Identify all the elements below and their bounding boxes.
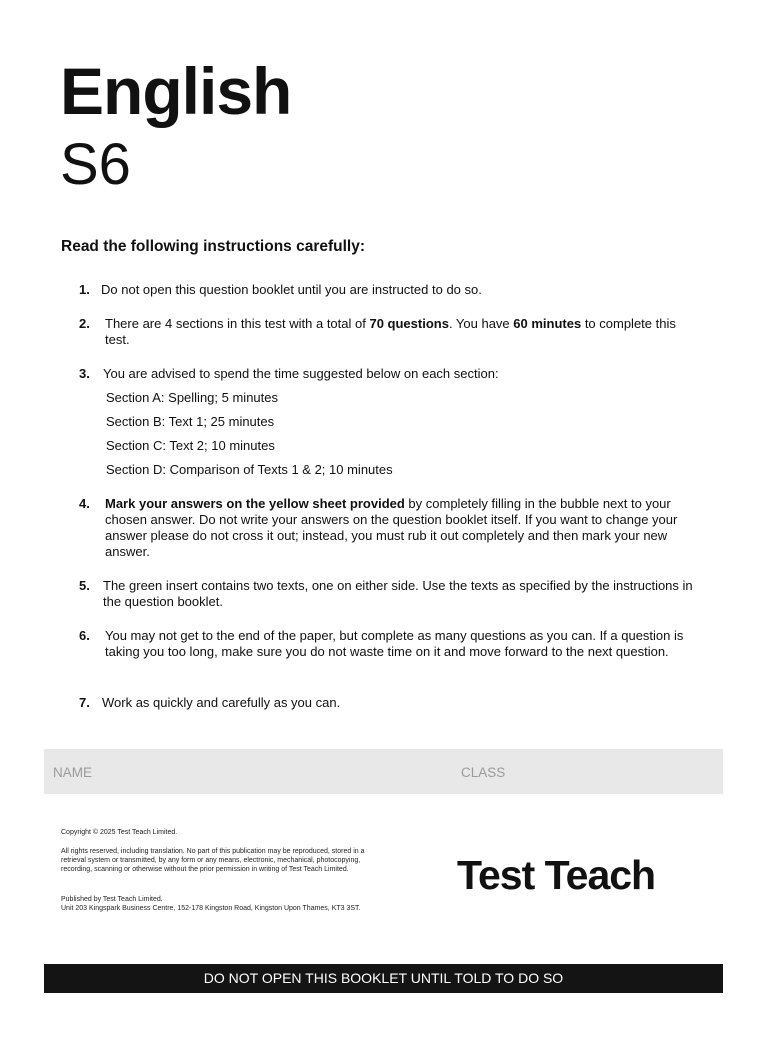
instruction-number: 1. [79,282,90,297]
time-limit: 60 minutes [513,316,582,331]
instruction-text: Work as quickly and carefully as you can. [102,695,341,710]
instruction-text: You may not get to the end of the paper, but complete as many questions as you can. If a question is taking you too long, make sure you do not waste time on it and move forward to the next question. [105,628,684,659]
subject-title: English [60,54,292,128]
instructions-heading: Read the following instructions carefully: [61,238,366,255]
footer-warning-text: DO NOT OPEN THIS BOOKLET UNTIL TOLD TO DO SO [203,970,564,986]
section-time-c: Section C: Text 2; 10 minutes [106,438,275,453]
instruction-text: The green insert contains two texts, one on either side. Use the texts as specified by the instructions in the question booklet. [103,578,693,609]
publisher-address: Unit 203 Kingspark Business Centre, 152-178 Kingston Road, Kingston Upon Thames, KT3 3ST. [61,905,361,912]
instruction-text: Do not open this question booklet until you are instructed to do so. [101,282,482,297]
footer-warning-bar [44,964,723,993]
instruction-number: 2. [79,316,90,331]
publisher-line: Published by Test Teach Limited. [61,896,163,903]
instruction-text: You are advised to spend the time suggested below on each section: [103,366,499,381]
section-time-d: Section D: Comparison of Texts 1 & 2; 10 minutes [106,462,393,477]
instruction-item [79,366,699,382]
instruction-item [79,496,699,560]
instruction-number: 5. [79,578,90,593]
rights-notice: All rights reserved, including translation. No part of this publication may be reproduced, stored in a retrieval system or transmitted, by any form or any means, electronic, mechanical, photocopying, recording, scanning or otherwise without the prior permission in writing of Test Teach Limited. [61,848,365,873]
instruction-number: 6. [79,628,90,643]
instruction-text: There are 4 sections in this test with a total of 70 questions. You have 60 minutes to complete this test. [105,316,676,347]
name-class-bar[interactable] [44,749,723,794]
question-count: 70 questions [369,316,449,331]
instruction-item [79,695,699,711]
instruction-item [79,578,699,610]
instruction-item [79,316,699,348]
section-time-b: Section B: Text 1; 25 minutes [106,414,275,429]
instruction-number: 4. [79,496,90,511]
instruction-item [79,282,699,298]
level-title: S6 [60,132,131,197]
instruction-text: Mark your answers on the yellow sheet provided by completely filling in the bubble next to your chosen answer. Do not write your answers on the question booklet itself. If you want to change your answer please do not cross it out; instead, you must rub it out completely and then mark your new answer. [105,496,678,559]
instruction-number: 7. [79,695,90,710]
instruction-item [79,628,699,660]
class-field-label: CLASS [461,765,506,780]
copyright-line: Copyright © 2025 Test Teach Limited. [61,829,178,836]
answer-sheet-note: Mark your answers on the yellow sheet provided [105,496,405,511]
test-teach-logo: Test Teach [457,852,656,898]
section-time-a: Section A: Spelling; 5 minutes [106,390,278,405]
instruction-number: 3. [79,366,90,381]
name-field-label: NAME [53,765,93,780]
